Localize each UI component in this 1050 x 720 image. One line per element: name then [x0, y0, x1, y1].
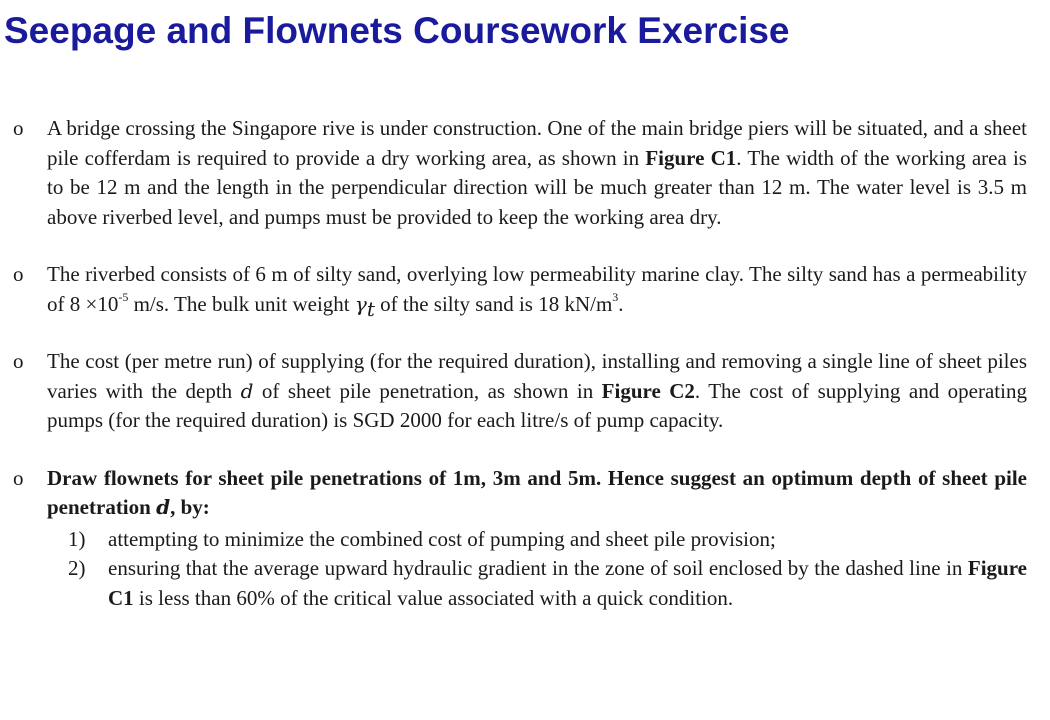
- figure-reference: Figure C1: [108, 556, 1027, 610]
- paragraph-task: Draw flownets for sheet pile penetrations of 1m, 3m and 5m. Hence suggest an optimum depth of sheet pile penetration d, by:: [47, 465, 1027, 519]
- bullet-list: [0, 114, 1050, 613]
- page-title: Seepage and Flownets Coursework Exercise: [4, 10, 790, 51]
- bullet-marker: o: [13, 116, 24, 140]
- numbered-list: [47, 525, 1027, 614]
- bullet-marker: o: [13, 262, 24, 286]
- list-item-1: 1) attempting to minimize the combined cost of pumping and sheet pile provision;: [47, 525, 1027, 555]
- bullet-marker: o: [13, 465, 24, 490]
- depth-symbol: d: [240, 378, 254, 403]
- paragraph-cost-description: The cost (per metre run) of supplying (for the required duration), installing and removing a single line of sheet piles varies with the depth d of sheet pile penetration, as shown in Figure C2. The cost of supplying and operating pumps (for the required duration) is SGD 2000 for each litre/s of pump capacity.: [47, 349, 1027, 432]
- list-number: 1): [68, 526, 86, 551]
- list-number: 2): [68, 556, 86, 580]
- bullet-marker: o: [13, 349, 24, 373]
- bullet-item-1: [0, 114, 1050, 232]
- depth-symbol: d: [156, 495, 171, 519]
- paragraph-soil-properties: The riverbed consists of 6 m of silty sand, overlying low permeability marine clay. The silty sand has a permeability of $8 \times 10^{-5}$ m/s. The bulk unit weight $\gamma_t$ of the silty sand is 18 $kN/m^3$.: [47, 262, 1027, 321]
- unit-weight-symbol: γ: [354, 291, 367, 316]
- list-item-2: 2) ensuring that the average upward hydraulic gradient in the zone of soil enclosed by the dashed line in Figure C1 is less than 60% of the critical value associated with a quick condition.: [68, 556, 1027, 610]
- paragraph-bridge-description: A bridge crossing the Singapore rive is under construction. One of the main bridge piers will be situated, and a sheet pile cofferdam is required to provide a dry working area, as shown in Figure C1. The width of the working area is to be 12 m and the length in the perpendicular direction will be much greater than 12 m. The water level is 3.5 m above riverbed level, and pumps must be provided to keep the working area dry.: [47, 116, 1027, 229]
- bullet-item-2: [0, 260, 1050, 319]
- figure-reference: Figure C2: [601, 378, 695, 403]
- bullet-item-4: [0, 464, 1050, 614]
- bullet-item-3: [0, 347, 1050, 436]
- figure-reference: Figure C1: [645, 145, 737, 170]
